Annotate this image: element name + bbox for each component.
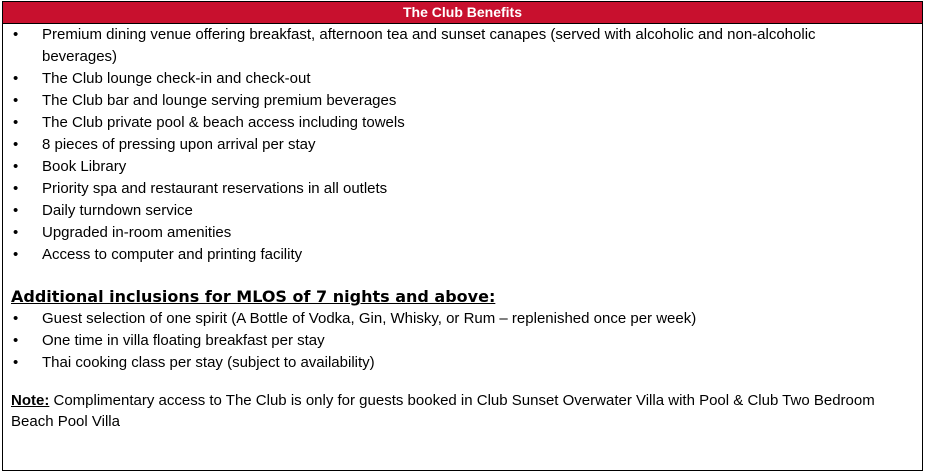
- club-benefits-box: [2, 1, 923, 471]
- list-item: • Priority spa and restaurant reservations in all outlets: [3, 178, 922, 200]
- additional-inclusions-heading: Additional inclusions for MLOS of 7 nights and above:: [11, 287, 496, 306]
- list-item: • Upgraded in-room amenities: [3, 222, 922, 244]
- list-item: • The Club private pool & beach access including towels: [3, 112, 922, 134]
- note-paragraph: [3, 390, 922, 432]
- list-item: • Access to computer and printing facility: [3, 244, 922, 266]
- list-item: • The Club bar and lounge serving premium beverages: [3, 90, 922, 112]
- list-item: • Thai cooking class per stay (subject to availability): [3, 352, 922, 374]
- title-bar: [3, 2, 922, 24]
- note-label: Note:: [11, 392, 50, 409]
- additional-inclusions-list: [3, 308, 922, 374]
- list-item: • Daily turndown service: [3, 200, 922, 222]
- list-item: • Book Library: [3, 156, 922, 178]
- list-item: • One time in villa floating breakfast per stay: [3, 330, 922, 352]
- list-item: • Premium dining venue offering breakfast, afternoon tea and sunset canapes (served with alcoholic and non-alcoholic beverages): [3, 24, 922, 68]
- list-item: • Guest selection of one spirit (A Bottle of Vodka, Gin, Whisky, or Rum – replenished once per week): [3, 308, 922, 330]
- page-title: The Club Benefits: [402, 4, 522, 20]
- benefits-list: [3, 24, 922, 266]
- note-text: Complimentary access to The Club is only for guests booked in Club Sunset Overwater Villa with Pool & Club Two Bedroom Beach Pool Villa: [11, 392, 875, 430]
- list-item: • The Club lounge check-in and check-out: [3, 68, 922, 90]
- list-item: • 8 pieces of pressing upon arrival per stay: [3, 134, 922, 156]
